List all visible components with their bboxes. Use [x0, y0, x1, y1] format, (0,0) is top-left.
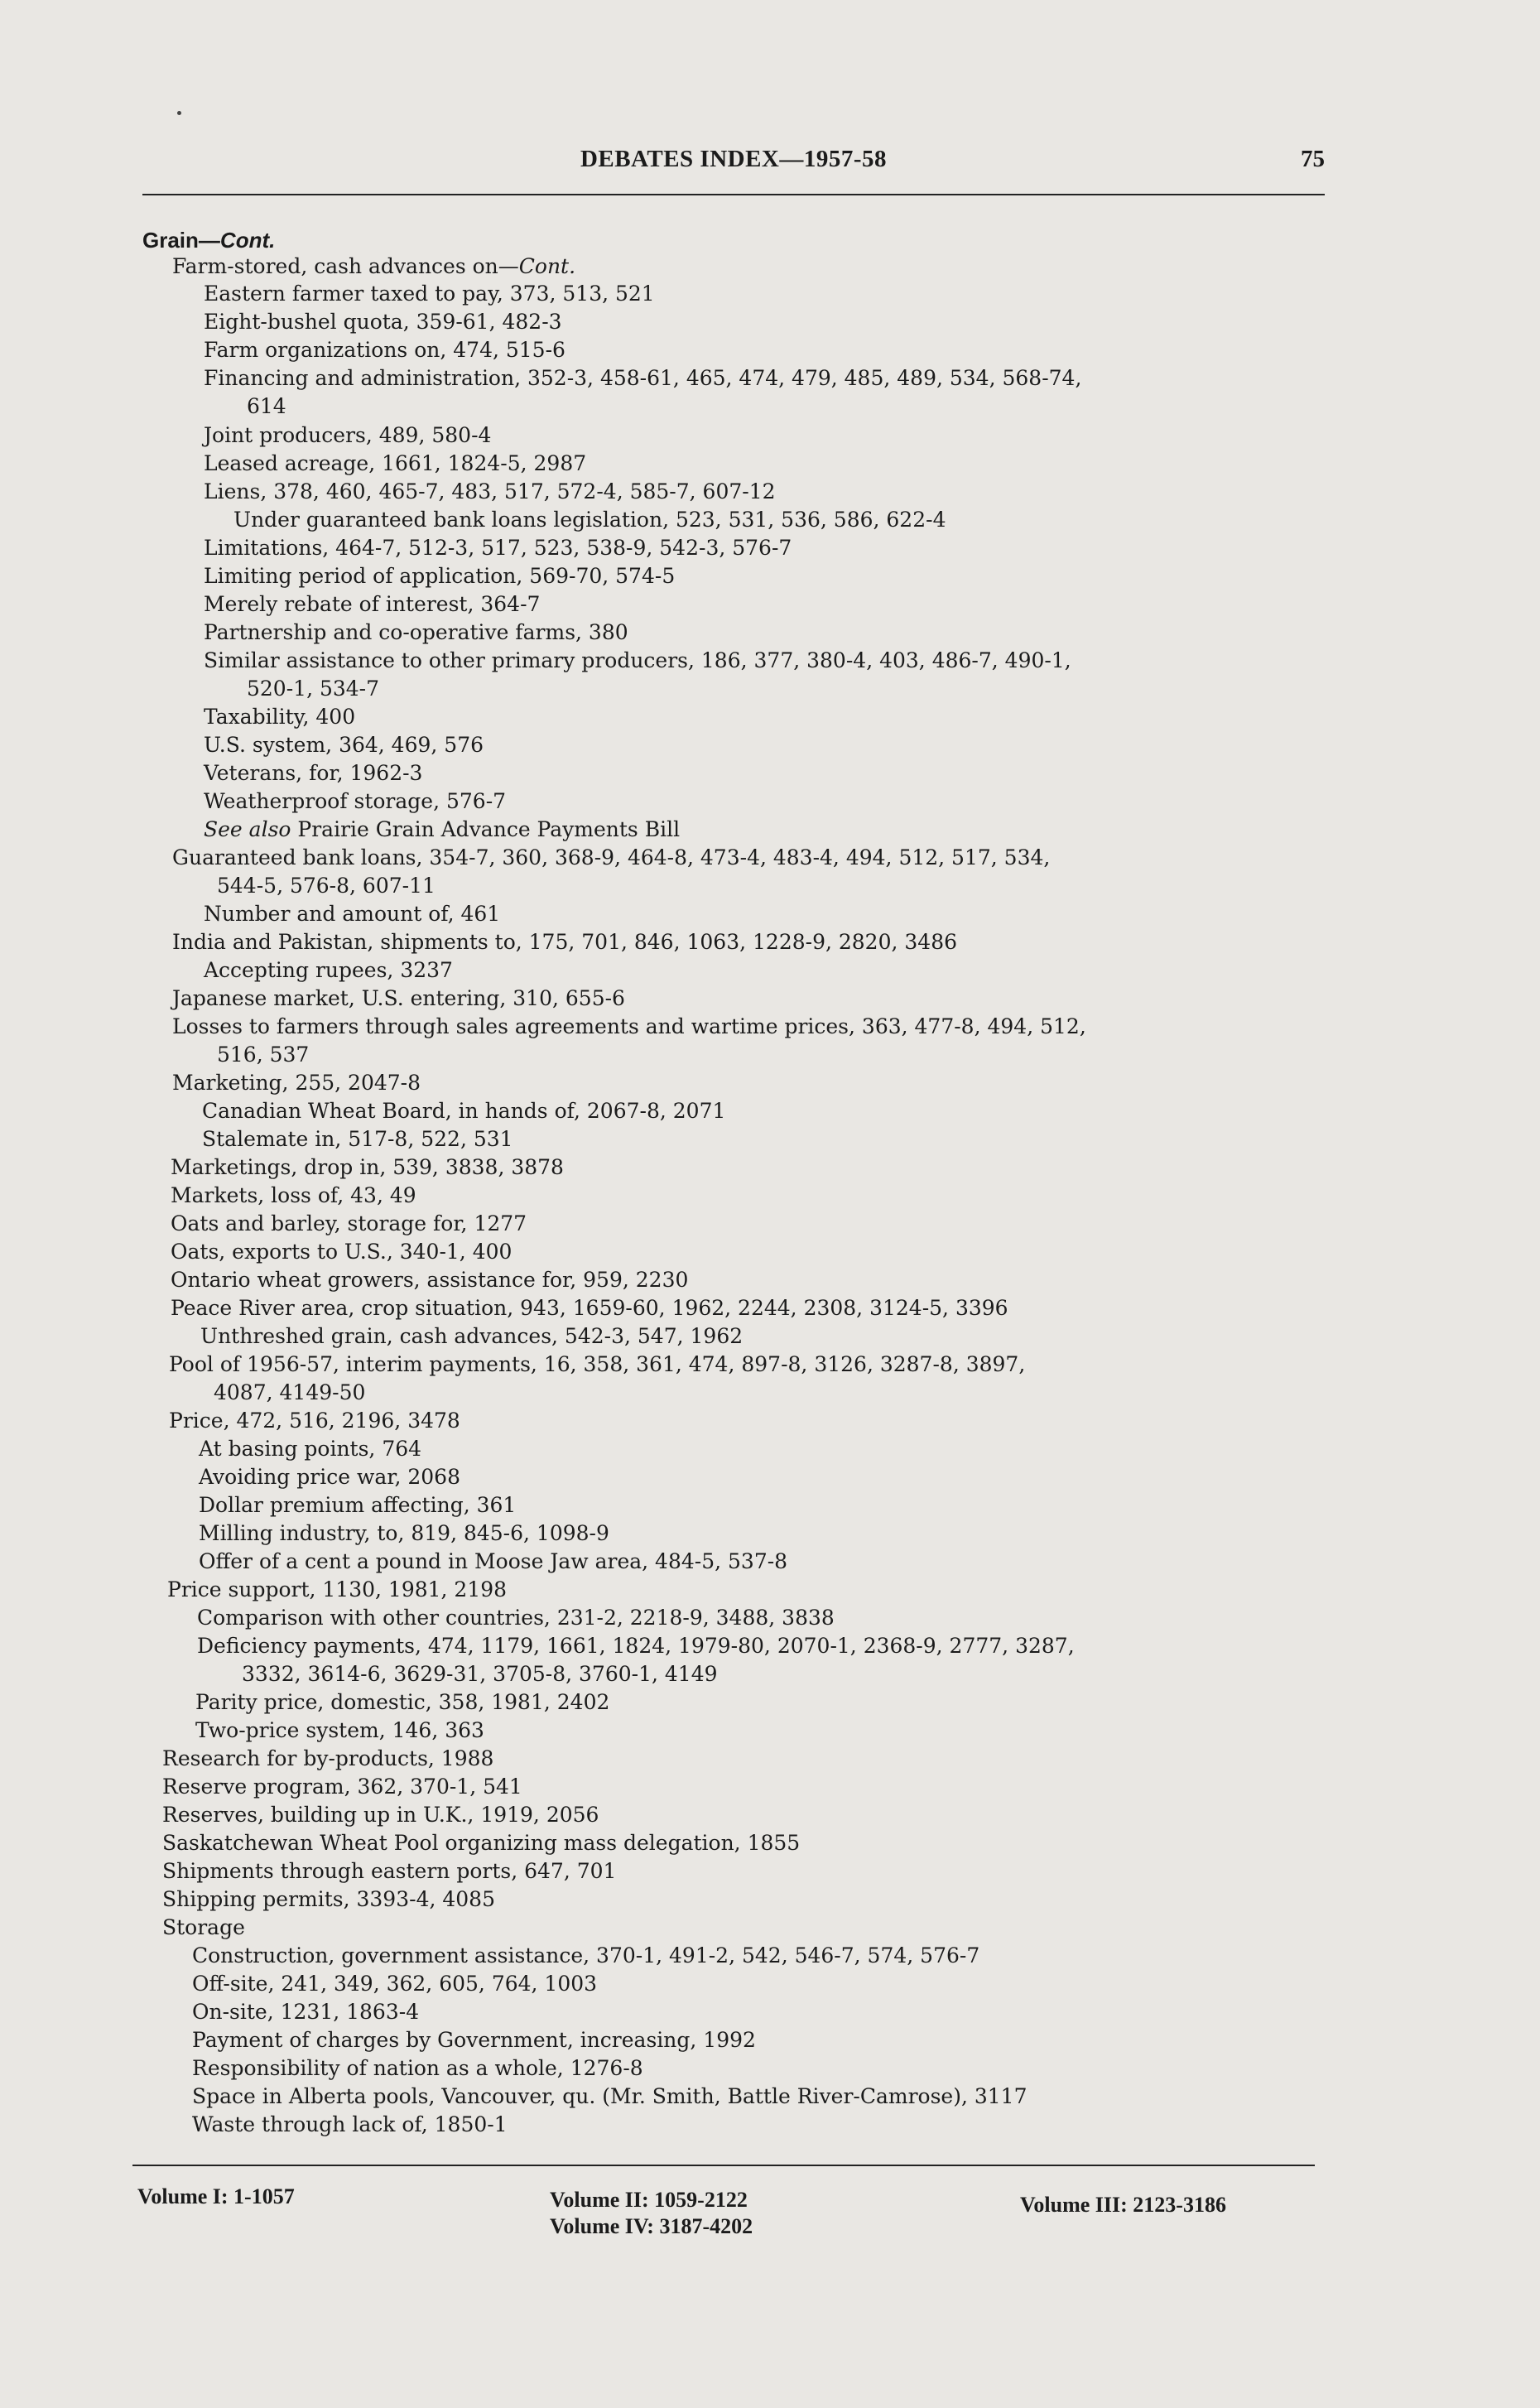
- list-item: Limitations, 464-7, 512-3, 517, 523, 538-9, 542-3, 576-7: [204, 536, 792, 560]
- list-item: Responsibility of nation as a whole, 1276-8: [192, 2056, 643, 2080]
- list-item: Dollar premium affecting, 361: [199, 1493, 517, 1517]
- list-item: On-site, 1231, 1863-4: [192, 2000, 420, 2024]
- list-item: Storage: [162, 1915, 245, 1939]
- list-item: Saskatchewan Wheat Pool organizing mass delegation, 1855: [162, 1831, 801, 1855]
- page-speck: [177, 111, 181, 115]
- list-item: Pool of 1956-57, interim payments, 16, 358, 361, 474, 897-8, 3126, 3287-8, 3897,: [169, 1352, 1026, 1376]
- list-item: Leased acreage, 1661, 1824-5, 2987: [204, 451, 587, 475]
- list-item: 520-1, 534-7: [247, 677, 380, 701]
- grain-heading: Grain—Cont.: [142, 228, 276, 253]
- list-item: Payment of charges by Government, increasing, 1992: [192, 2028, 756, 2052]
- list-item: Offer of a cent a pound in Moose Jaw area, 484-5, 537-8: [199, 1549, 788, 1573]
- list-item: Eastern farmer taxed to pay, 373, 513, 521: [204, 282, 655, 306]
- list-item: Construction, government assistance, 370-1, 491-2, 542, 546-7, 574, 576-7: [192, 1943, 980, 1967]
- list-item: Space in Alberta pools, Vancouver, qu. (Mr. Smith, Battle River-Camrose), 3117: [192, 2084, 1027, 2108]
- list-item: 614: [247, 394, 286, 418]
- list-item: Number and amount of, 461: [204, 902, 501, 926]
- list-item: India and Pakistan, shipments to, 175, 701, 846, 1063, 1228-9, 2820, 3486: [172, 930, 958, 954]
- list-item: Parity price, domestic, 358, 1981, 2402: [195, 1690, 610, 1714]
- list-item: Japanese market, U.S. entering, 310, 655-6: [172, 986, 625, 1010]
- footer-rule: [132, 2165, 1315, 2166]
- list-item: U.S. system, 364, 469, 576: [204, 733, 484, 757]
- list-item: Farm organizations on, 474, 515-6: [204, 338, 565, 362]
- list-item: 516, 537: [217, 1043, 310, 1067]
- list-item: See also Prairie Grain Advance Payments Bill: [204, 817, 681, 841]
- list-item: Two-price system, 146, 363: [195, 1718, 484, 1742]
- list-item: Deficiency payments, 474, 1179, 1661, 1824, 1979-80, 2070-1, 2368-9, 2777, 3287,: [197, 1634, 1075, 1658]
- header-rule: [142, 194, 1325, 195]
- list-item: Peace River area, crop situation, 943, 1659-60, 1962, 2244, 2308, 3124-5, 3396: [171, 1296, 1008, 1320]
- list-item: Oats and barley, storage for, 1277: [171, 1211, 527, 1235]
- list-item: Canadian Wheat Board, in hands of, 2067-8, 2071: [202, 1099, 726, 1123]
- list-item: Price support, 1130, 1981, 2198: [167, 1577, 508, 1601]
- list-item: Partnership and co-operative farms, 380: [204, 620, 628, 644]
- list-item: Joint producers, 489, 580-4: [204, 423, 492, 447]
- list-item: Limiting period of application, 569-70, 574-5: [204, 564, 676, 588]
- list-item: Under guaranteed bank loans legislation, 523, 531, 536, 586, 622-4: [233, 508, 946, 532]
- list-item: Liens, 378, 460, 465-7, 483, 517, 572-4, 585-7, 607-12: [204, 479, 776, 503]
- list-item: Reserve program, 362, 370-1, 541: [162, 1775, 522, 1799]
- list-item: Veterans, for, 1962-3: [204, 761, 423, 785]
- page-number: 75: [1301, 146, 1325, 172]
- footer-volume-2: Volume II: 1059-2122: [550, 2188, 748, 2212]
- list-item: Price, 472, 516, 2196, 3478: [169, 1409, 460, 1433]
- list-item: Oats, exports to U.S., 340-1, 400: [171, 1240, 513, 1264]
- list-item: Reserves, building up in U.K., 1919, 2056: [162, 1803, 599, 1827]
- list-item: Waste through lack of, 1850-1: [192, 2112, 508, 2136]
- list-item: Stalemate in, 517-8, 522, 531: [202, 1127, 513, 1151]
- list-item: 544-5, 576-8, 607-11: [217, 874, 436, 898]
- footer-volume-3: Volume III: 2123-3186: [1020, 2193, 1226, 2217]
- list-item: Ontario wheat growers, assistance for, 959, 2230: [171, 1268, 689, 1292]
- list-item: 3332, 3614-6, 3629-31, 3705-8, 3760-1, 4149: [242, 1662, 718, 1686]
- list-item: Research for by-products, 1988: [162, 1746, 494, 1770]
- list-item: Accepting rupees, 3237: [204, 958, 453, 982]
- list-item: Off-site, 241, 349, 362, 605, 764, 1003: [192, 1972, 598, 1996]
- list-item: Merely rebate of interest, 364-7: [204, 592, 541, 616]
- list-item: Similar assistance to other primary producers, 186, 377, 380-4, 403, 486-7, 490-1,: [204, 648, 1071, 672]
- list-item: Shipments through eastern ports, 647, 701: [162, 1859, 617, 1883]
- list-item: Weatherproof storage, 576-7: [204, 789, 507, 813]
- list-item: Marketings, drop in, 539, 3838, 3878: [171, 1155, 564, 1179]
- list-item: Comparison with other countries, 231-2, 2218-9, 3488, 3838: [197, 1606, 835, 1630]
- list-item: Guaranteed bank loans, 354-7, 360, 368-9, 464-8, 473-4, 483-4, 494, 512, 517, 534,: [172, 845, 1051, 869]
- list-item: Unthreshed grain, cash advances, 542-3, 547, 1962: [200, 1324, 744, 1348]
- list-item: Farm-stored, cash advances on—Cont.: [172, 254, 576, 278]
- list-item: Taxability, 400: [204, 705, 356, 729]
- list-item: Financing and administration, 352-3, 458-61, 465, 474, 479, 485, 489, 534, 568-74,: [204, 366, 1082, 390]
- footer-volume-4: Volume IV: 3187-4202: [550, 2214, 753, 2238]
- index-title: DEBATES INDEX—1957-58: [580, 146, 888, 172]
- list-item: 4087, 4149-50: [214, 1380, 366, 1404]
- footer-volume-1: Volume I: 1-1057: [137, 2184, 295, 2208]
- list-item: Losses to farmers through sales agreements and wartime prices, 363, 477-8, 494, 512,: [172, 1014, 1086, 1038]
- list-item: Avoiding price war, 2068: [199, 1465, 460, 1489]
- list-item: Marketing, 255, 2047-8: [172, 1071, 421, 1095]
- list-item: Milling industry, to, 819, 845-6, 1098-9: [199, 1521, 609, 1545]
- list-item: At basing points, 764: [199, 1437, 422, 1461]
- list-item: Eight-bushel quota, 359-61, 482-3: [204, 310, 562, 334]
- page-header: [142, 146, 1325, 192]
- list-item: Markets, loss of, 43, 49: [171, 1183, 416, 1207]
- list-item: Shipping permits, 3393-4, 4085: [162, 1887, 495, 1911]
